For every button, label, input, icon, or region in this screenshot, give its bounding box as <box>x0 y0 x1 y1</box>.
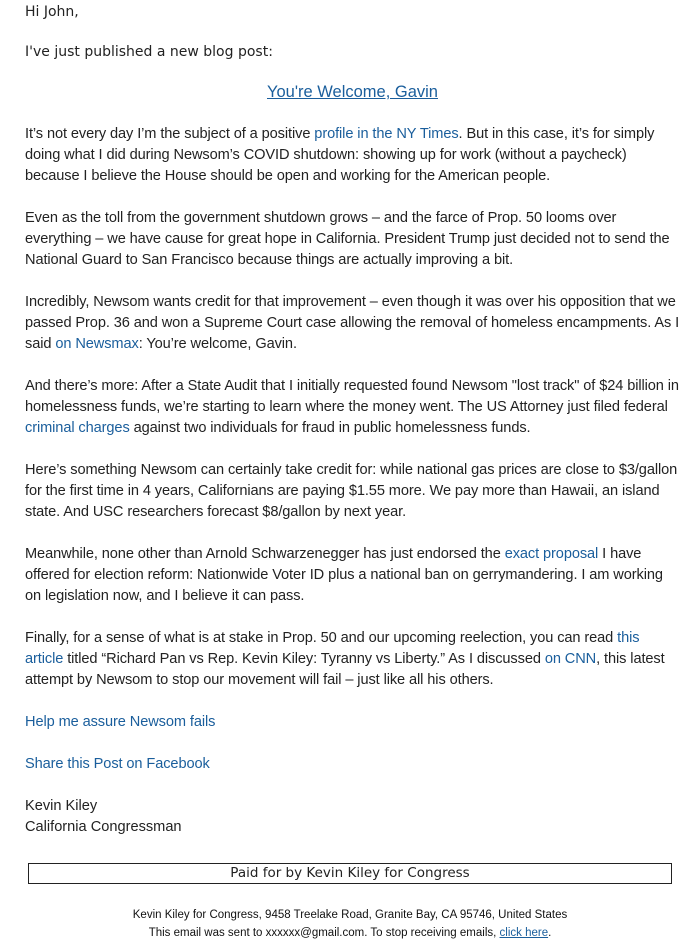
paragraph-text: against two individuals for fraud in public homelessness funds. <box>129 420 531 436</box>
inline-link[interactable]: profile in the NY Times <box>314 126 459 142</box>
help-paragraph <box>25 712 680 733</box>
inline-link[interactable]: on Newsmax <box>55 336 139 352</box>
email-body <box>25 2 680 838</box>
paragraph-text: titled “Richard Pan vs Rep. Kevin Kiley: Tyranny vs Liberty.” As I discussed <box>63 651 545 667</box>
paragraph-text: And there’s more: After a State Audit that I initially requested found Newsom "lost track" of $24 billion in homelessness funds, we’re starting to learn where the money went. The US Attorney just filed federal <box>25 378 679 415</box>
paragraph <box>25 628 680 691</box>
paragraph-text: : You’re welcome, Gavin. <box>138 336 297 352</box>
paragraph-text: Even as the toll from the government shutdown grows – and the farce of Prop. 50 looms over everything – we have cause for great hope in California. President Trump just decided not to send the National Guard to San Francisco because things are actually improving a bit. <box>25 210 670 268</box>
intro-text: I've just published a new blog post: <box>25 44 273 60</box>
signature-name: Kevin Kiley <box>25 798 98 814</box>
paragraph <box>25 208 680 271</box>
paragraph <box>25 292 680 355</box>
footer-unsubscribe-line <box>0 924 700 942</box>
paragraph <box>25 460 680 523</box>
paragraph <box>25 124 680 187</box>
paid-for-disclaimer: Paid for by Kevin Kiley for Congress <box>28 863 672 884</box>
signature <box>25 796 680 838</box>
post-title <box>25 80 680 104</box>
inline-link[interactable]: this article <box>25 630 640 667</box>
inline-link[interactable]: exact proposal <box>504 546 599 562</box>
paragraph-text: Incredibly, Newsom wants credit for that improvement – even though it was over his opposition that we passed Prop. 36 and won a Supreme Court case allowing the removal of homeless encampments. As I said <box>25 294 680 352</box>
paragraphs <box>25 124 680 691</box>
signature-title: California Congressman <box>25 819 182 835</box>
paragraph-text: , this latest attempt by Newsom to stop our movement will fail – just like all his others. <box>25 651 665 688</box>
inline-link[interactable]: on CNN <box>544 651 597 667</box>
paragraph <box>25 544 680 607</box>
footer-sent-to: This email was sent to xxxxxx@gmail.com. To stop receiving emails, <box>148 927 500 939</box>
share-facebook-link[interactable]: Share this Post on Facebook <box>25 756 210 772</box>
paragraph-text: I have offered for election reform: Nationwide Voter ID plus a national ban on gerrymandering. I am working on legislation now, and I believe it can pass. <box>25 546 663 604</box>
footer-period: . <box>548 927 552 939</box>
share-paragraph <box>25 754 680 775</box>
paragraph-text: Here’s something Newsom can certainly take credit for: while national gas prices are close to $3/gallon for the first time in 4 years, Californians are paying $1.55 more. We pay more than Hawaii, an island state. And USC researchers forecast $8/gallon by next year. <box>25 462 678 520</box>
paragraph-text: . But in this case, it’s for simply doing what I did during Newsom’s COVID shutdown: showing up for work (without a paycheck) because I believe the House should be open and working for the American people. <box>25 126 655 184</box>
unsubscribe-link[interactable]: click here <box>499 927 549 939</box>
post-title-link[interactable]: You're Welcome, Gavin <box>267 83 438 101</box>
paragraph-text: It’s not every day I’m the subject of a positive <box>25 126 315 142</box>
paragraph <box>25 376 680 439</box>
footer-address: Kevin Kiley for Congress, 9458 Treelake Road, Granite Bay, CA 95746, United States <box>132 909 568 921</box>
footer <box>0 906 700 942</box>
inline-link[interactable]: criminal charges <box>25 420 130 436</box>
help-link[interactable]: Help me assure Newsom fails <box>25 714 216 730</box>
greeting: Hi John, <box>25 4 79 20</box>
paragraph-text: Finally, for a sense of what is at stake in Prop. 50 and our upcoming reelection, you can read <box>25 630 618 646</box>
paragraph-text: Meanwhile, none other than Arnold Schwarzenegger has just endorsed the <box>25 546 505 562</box>
